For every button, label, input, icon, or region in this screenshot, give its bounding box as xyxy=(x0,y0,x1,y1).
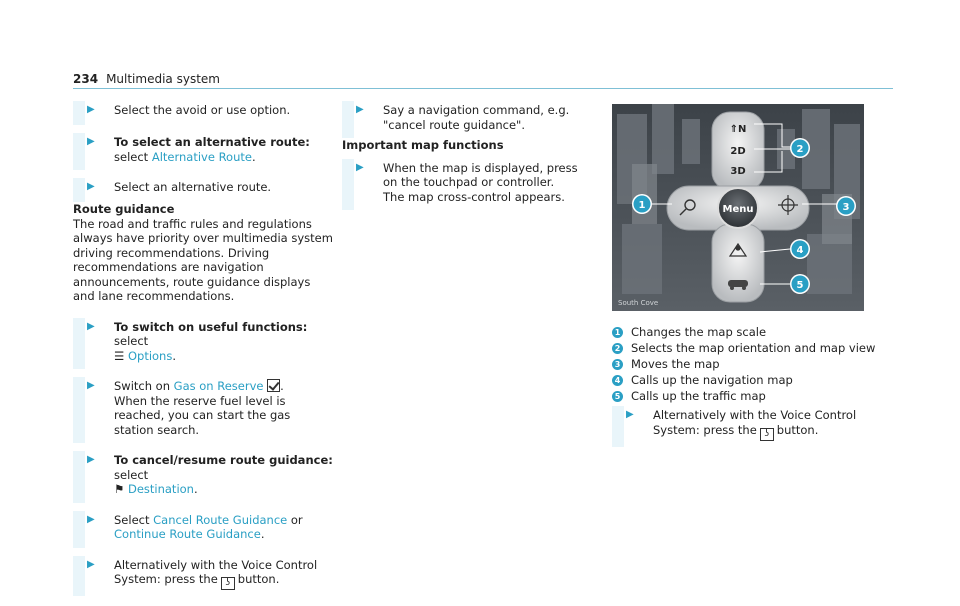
svg-text:1: 1 xyxy=(638,200,646,211)
callout-5 xyxy=(790,274,810,294)
north-up-button[interactable]: ⇑N xyxy=(729,124,747,135)
step: ▶ Select Cancel Route Guidance or Continue Route Guidance. xyxy=(73,513,333,542)
step-arrow-icon: ▶ xyxy=(87,104,95,115)
column-2 xyxy=(342,103,582,220)
voice-control-tip xyxy=(612,408,882,457)
map-illustration xyxy=(612,104,864,311)
step-arrow-icon: ▶ xyxy=(87,454,95,465)
column-1 xyxy=(73,103,333,606)
checkbox-icon xyxy=(267,379,280,392)
legend-item: 1 Changes the map scale xyxy=(612,324,875,340)
route-guidance-block xyxy=(73,202,333,304)
2d-button[interactable]: 2D xyxy=(730,146,746,157)
step: ▶ Alternatively with the Voice Control System: press the ʖ button. xyxy=(612,408,882,441)
step: ▶ To cancel/resume route guidance: select ⚑ Destination. xyxy=(73,453,333,497)
step-arrow-icon: ▶ xyxy=(87,558,95,570)
options-icon: ☰ xyxy=(114,348,125,363)
page-header xyxy=(73,72,220,86)
legend-item: 3 Moves the map xyxy=(612,356,875,372)
step-arrow-icon: ▶ xyxy=(87,513,95,525)
step-arrow-icon: ▶ xyxy=(626,409,634,420)
step: ▶ Alternatively with the Voice Control System: press the ʖ button. xyxy=(73,558,333,591)
step-arrow-icon: ▶ xyxy=(87,320,95,332)
route-guidance-body: The road and traffic rules and regulations always have priority over multimedia system driving recommendations. Driving recommendations are navigation announcements, route guidance displays and lane recommendations. xyxy=(73,216,333,303)
legend-item: 2 Selects the map orientation and map view xyxy=(612,340,875,356)
menu-button[interactable]: Menu xyxy=(722,204,754,215)
3d-button[interactable]: 3D xyxy=(730,166,746,177)
svg-text:5: 5 xyxy=(796,280,804,291)
step-arrow-icon: ▶ xyxy=(356,161,364,173)
step: ▶ Select an alternative route. xyxy=(73,180,333,196)
svg-text:4: 4 xyxy=(796,245,804,256)
continue-route-guidance-link[interactable]: Continue Route Guidance xyxy=(114,527,261,541)
callout-3 xyxy=(836,196,856,216)
section-title: Multimedia system xyxy=(106,72,220,86)
legend-item: 5 Calls up the traffic map xyxy=(612,388,875,404)
step: ▶ When the map is displayed, press on the touchpad or controller. The map cross-control appears. xyxy=(342,161,582,205)
step: ▶ Switch on Gas on Reserve . When the reserve fuel level is reached, you can start the gas station search. xyxy=(73,379,333,437)
step: ▶ Say a navigation command, e.g. "cancel route guidance". xyxy=(342,103,582,132)
step: ▶ To switch on useful functions: select ☰ Options. xyxy=(73,320,333,364)
voice-control-icon: ʖ xyxy=(221,577,235,590)
svg-text:2: 2 xyxy=(796,144,804,155)
callout-2 xyxy=(790,138,810,158)
callout-1 xyxy=(632,194,652,214)
route-guidance-title: Route guidance xyxy=(73,202,175,216)
step-arrow-icon: ▶ xyxy=(356,104,364,115)
map-watermark: South Cove xyxy=(618,299,659,307)
legend-item: 4 Calls up the navigation map xyxy=(612,372,875,388)
flag-icon: ⚑ xyxy=(114,482,125,496)
step-arrow-icon: ▶ xyxy=(87,136,95,147)
step: ▶ Select the avoid or use option. xyxy=(73,103,333,119)
step: ▶ To select an alternative route: select Alternative Route. xyxy=(73,135,333,164)
destination-link[interactable]: Destination xyxy=(127,482,194,496)
header-rule xyxy=(73,88,893,89)
alternative-route-link[interactable]: Alternative Route xyxy=(151,149,252,164)
options-link[interactable]: Options xyxy=(127,348,173,363)
step-arrow-icon: ▶ xyxy=(87,380,95,391)
important-map-functions-title: Important map functions xyxy=(342,138,504,152)
step-arrow-icon: ▶ xyxy=(87,181,95,192)
cancel-route-guidance-link[interactable]: Cancel Route Guidance xyxy=(153,512,288,527)
map-cross-control-figure xyxy=(612,104,864,311)
callout-4 xyxy=(790,239,810,259)
svg-text:3: 3 xyxy=(842,202,850,213)
voice-control-icon: ʖ xyxy=(760,428,774,441)
figure-legend xyxy=(612,324,875,404)
page-number: 234 xyxy=(73,72,99,86)
gas-on-reserve-link[interactable]: Gas on Reserve xyxy=(173,379,264,393)
